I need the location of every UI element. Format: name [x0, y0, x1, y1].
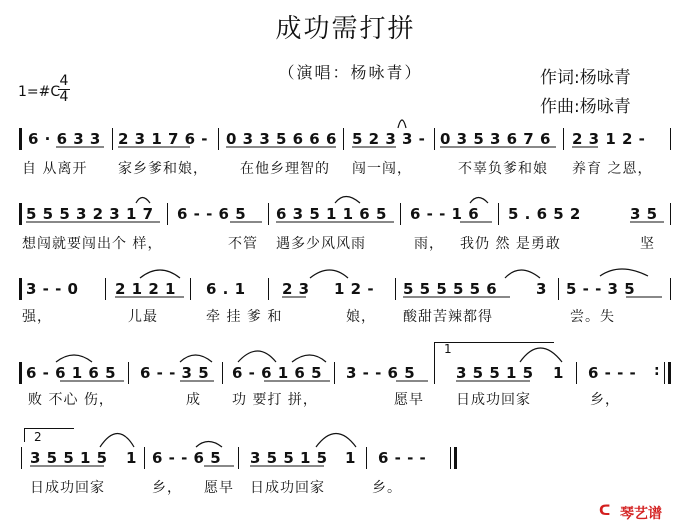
row4-measure4-notes: 3 - - 6 5 — [346, 364, 416, 382]
row4-lyric1: 败 不心 伤， — [28, 392, 114, 408]
row5-lyric4: 日成功回家 — [250, 480, 325, 496]
row4-measure5b-notes: 1 — [553, 364, 564, 382]
row1-measure5-notes: 0 3 5 3 6 7 6 — [440, 130, 551, 148]
row5-measure4-notes: 6 - - - — [378, 449, 427, 467]
row5-measure3-notes: 3 5 5 1 5 — [250, 449, 328, 467]
row1-lyric2: 家乡爹和娘， — [118, 161, 208, 177]
row5-lyric3: 愿早 — [204, 480, 234, 496]
row4-lyric5: 日成功回家 — [456, 392, 531, 408]
row1-lyric1: 自 从离开 — [22, 161, 88, 177]
slur-arc — [310, 270, 348, 278]
row5-lyric2: 乡， — [152, 480, 182, 496]
row5-lyric5: 乡。 — [372, 480, 402, 496]
row4-measure1-notes: 6 - 6 1 6 5 — [26, 364, 117, 382]
time-signature-bottom: 4 — [59, 89, 69, 105]
row4-lyric6: 乡， — [590, 392, 620, 408]
row3-lyric6: 尝。失 — [570, 309, 615, 325]
slur-arc — [335, 197, 360, 204]
row5-measure1-notes: 3 5 5 1 5 — [30, 449, 108, 467]
row3-lyric2: 儿最 — [128, 309, 158, 325]
watermark-text: 琴艺谱 — [620, 506, 662, 522]
row1-lyric5: 不辜负爹和娘 — [458, 161, 548, 177]
row2-lyric5: 我仍 然 是勇敢 — [460, 236, 561, 252]
row4-measure5-notes: 3 5 5 1 5 — [456, 364, 534, 382]
slur-arc — [292, 355, 326, 362]
row2-lyric6: 坚 — [640, 236, 655, 252]
row2-measure1-notes: 5 5 5 3 2 3 1 7 — [26, 205, 154, 223]
slur-arc — [316, 434, 356, 448]
row5-lyric1: 日成功回家 — [30, 480, 105, 496]
composer-credit: 作曲:杨咏青 — [540, 97, 631, 117]
row2-lyric2: 不管 — [228, 236, 258, 252]
song-title: 成功需打拼 — [275, 14, 416, 44]
row2-lyric4: 雨， — [414, 236, 444, 252]
row1-measure2-notes: 2 3 1 7 6 - — [118, 130, 209, 148]
row2-measure3-notes: 6 3 5 1 1 6 5 — [276, 205, 387, 223]
row5-measure2-notes: 6 - - 6 5 — [152, 449, 222, 467]
row2-lyric1: 想闯就要闯出个 样， — [22, 236, 163, 252]
row1-lyric4: 闯一闯， — [352, 161, 412, 177]
row4-lyric4: 愿早 — [394, 392, 424, 408]
slur-arc — [100, 434, 134, 448]
slur-arc — [238, 351, 276, 362]
row1-measure6-notes: 2 3 1 2 - — [572, 130, 646, 148]
row4-lyric3: 功 要打 拼， — [232, 392, 318, 408]
watermark-logo-icon: ᑕ — [599, 503, 611, 519]
row3-lyric5: 酸甜苦辣都得 — [403, 309, 493, 325]
slur-arc — [505, 270, 540, 278]
tie-arc — [398, 120, 406, 128]
row1-lyric6: 养育 之恩， — [572, 161, 653, 177]
row2-measure6-notes: 3 5 — [630, 205, 658, 223]
ending-number-1: 1 — [444, 342, 452, 356]
slur-arc — [136, 198, 150, 204]
row2-measure4-notes: 6 - - 1 6 — [410, 205, 480, 223]
singer-credit: （演唱：杨咏青） — [278, 63, 423, 82]
row3-measure4b-notes: 1 2 - — [334, 280, 375, 298]
row1-measure3-notes: 0 3 3 5 6 6 6 — [226, 130, 337, 148]
row1-measure1-notes: 6 · 6 3 3 — [28, 130, 101, 148]
row3-measure1-notes: 3 - - 0 — [26, 280, 79, 298]
row3-measure5b-notes: 3 — [536, 280, 547, 298]
row2-measure2-notes: 6 - - 6 5 — [177, 205, 247, 223]
slur-arc — [180, 355, 212, 362]
row1-lyric3: 在他乡理智的 — [240, 161, 330, 177]
slur-arc — [470, 198, 488, 204]
repeat-dots: : — [654, 363, 661, 379]
row2-lyric3: 遇多少风风雨 — [276, 236, 366, 252]
row3-lyric4: 娘， — [346, 309, 376, 325]
row3-measure2-notes: 2 1 2 1 — [115, 280, 176, 298]
row3-measure6-notes: 5 - - 3 5 — [566, 280, 636, 298]
time-signature-top: 4 — [59, 73, 69, 89]
row3-lyric3: 牵 挂 爹 和 — [206, 309, 283, 325]
row4-measure6-notes: 6 - - - — [588, 364, 637, 382]
row2-measure5-notes: 5 . 6 5 2 — [508, 205, 581, 223]
lyricist-credit: 作词:杨咏青 — [540, 68, 631, 88]
row4-measure2-notes: 6 - - 3 5 — [140, 364, 210, 382]
row3-measure5-notes: 5 5 5 5 5 6 — [403, 280, 498, 298]
row3-lyric1: 强， — [22, 309, 52, 325]
slur-arc — [196, 442, 222, 448]
ending-number-2: 2 — [34, 430, 42, 444]
row5-measure3b-notes: 1 — [345, 449, 356, 467]
row5-measure1b-notes: 1 — [126, 449, 137, 467]
row3-measure3-notes: 6 . 1 — [206, 280, 246, 298]
slur-arc — [520, 348, 562, 362]
row4-measure3-notes: 6 - 6 1 6 5 — [232, 364, 323, 382]
row1-measure4-notes: 5 2 3 3 - — [352, 130, 426, 148]
slur-arc — [140, 270, 180, 278]
row4-lyric2: 成 — [186, 392, 201, 408]
key-signature: 1=#C — [18, 84, 61, 100]
slur-arc — [600, 269, 648, 276]
slur-arc — [56, 355, 92, 362]
row3-measure4-notes: 2 3 — [282, 280, 310, 298]
